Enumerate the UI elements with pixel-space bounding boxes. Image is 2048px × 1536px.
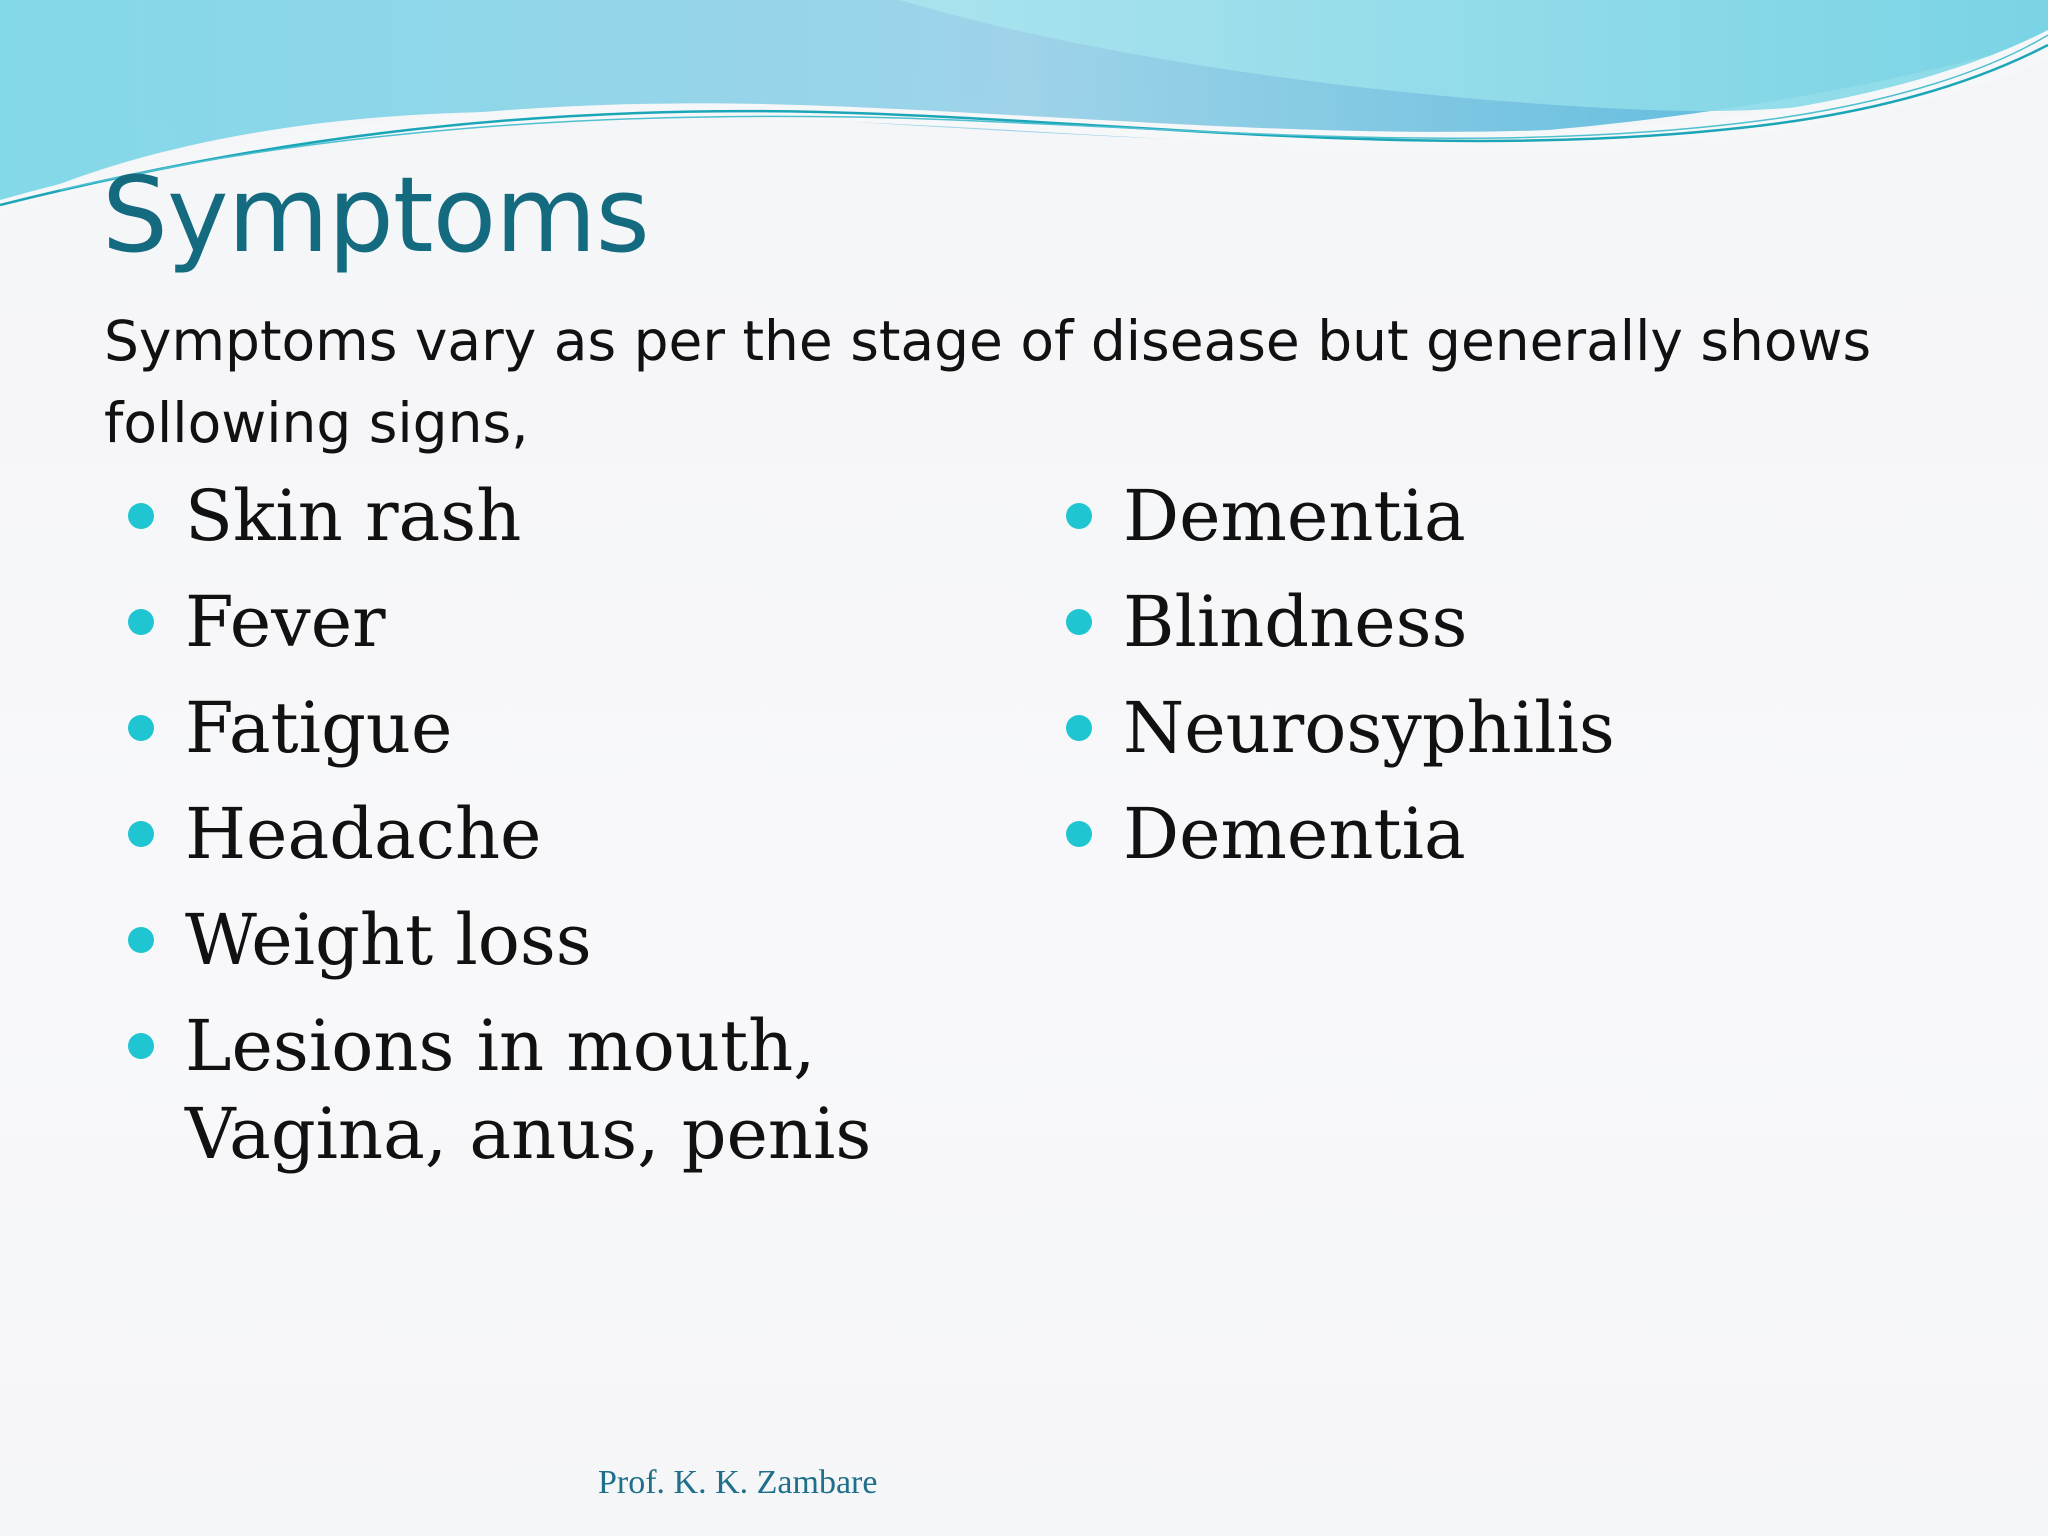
list-item-text: Blindness: [1123, 581, 1468, 663]
list-item: [1066, 684, 1966, 772]
bullet-dot-icon: [128, 503, 154, 529]
list-item-text: Fatigue: [185, 687, 453, 769]
list-item-text: Headache: [185, 793, 542, 875]
list-item: [128, 472, 1028, 560]
list-item-text: Neurosyphilis: [1123, 687, 1615, 769]
bullet-dot-icon: [128, 1033, 154, 1059]
bullet-dot-icon: [128, 715, 154, 741]
list-item-text: Dementia: [1123, 793, 1466, 875]
intro-text: Symptoms vary as per the stage of disease but generally shows following signs,: [104, 309, 1872, 455]
slide-title: Symptoms: [102, 154, 649, 276]
footer-author: Prof. K. K. Zambare: [598, 1464, 878, 1501]
bullet-dot-icon: [1066, 503, 1092, 529]
bullet-dot-icon: [128, 821, 154, 847]
list-item-text: Dementia: [1123, 475, 1466, 557]
bullet-dot-icon: [1066, 821, 1092, 847]
bullet-dot-icon: [128, 609, 154, 635]
bullet-dot-icon: [128, 927, 154, 953]
bullet-dot-icon: [1066, 715, 1092, 741]
list-item-text: Skin rash: [185, 475, 522, 557]
list-item: [128, 684, 1028, 772]
list-item: [1066, 578, 1966, 666]
list-item-text: Weight loss: [185, 899, 592, 981]
list-item: [1066, 790, 1966, 878]
right-symptom-list: [1066, 472, 1966, 896]
left-symptom-list: [128, 472, 1028, 1196]
list-item-text: Fever: [185, 581, 386, 663]
list-item: [1066, 472, 1966, 560]
list-item: [128, 578, 1028, 666]
list-item: [128, 1002, 905, 1178]
bullet-dot-icon: [1066, 609, 1092, 635]
list-item-text: Lesions in mouth, Vagina, anus, penis: [185, 1005, 872, 1175]
list-item: [128, 790, 1028, 878]
list-item: [128, 896, 1028, 984]
